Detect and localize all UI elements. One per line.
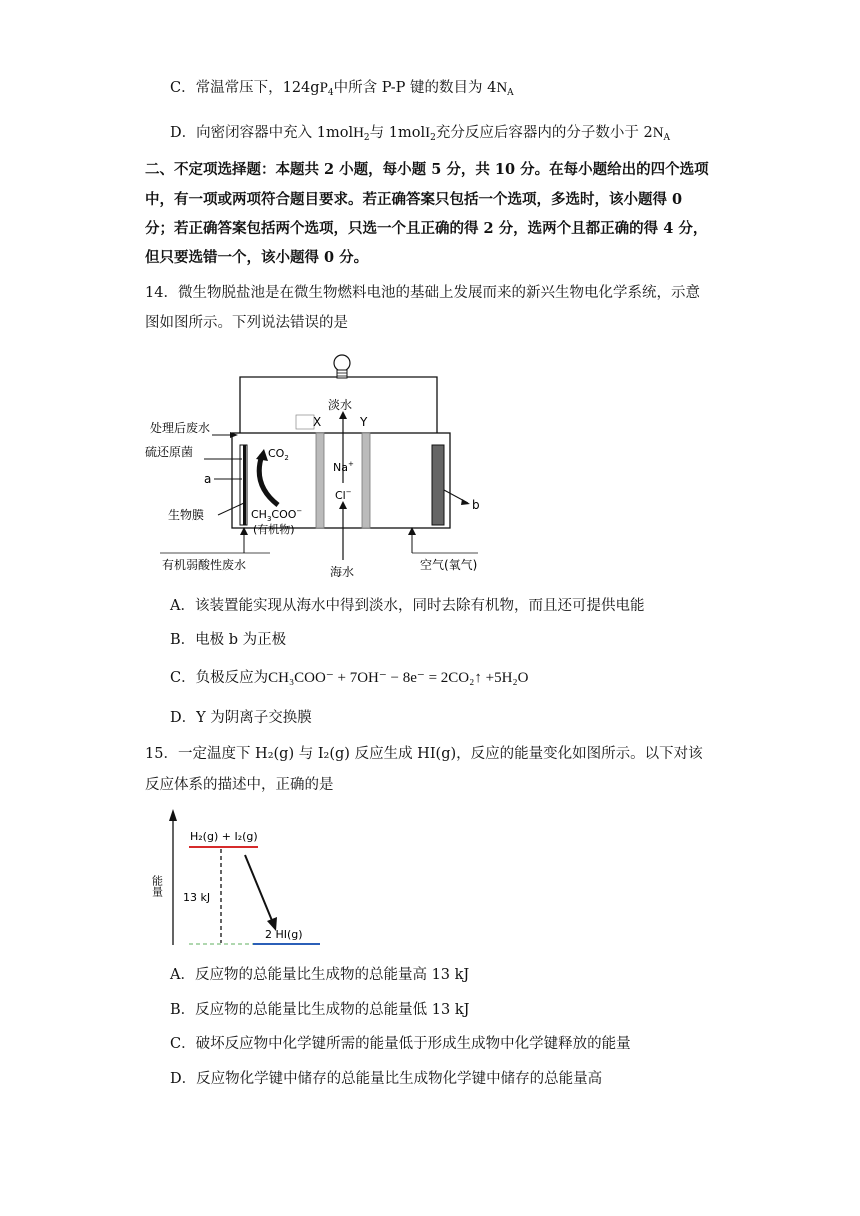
q14-option-b: B．电极 b 为正极 bbox=[170, 632, 287, 648]
y-label: Y bbox=[360, 415, 368, 429]
section2-line4: 但只要选错一个，该小题得 0 分。 bbox=[145, 249, 369, 266]
energy-axis-label: 能量 bbox=[150, 875, 164, 897]
waste-water-label: 有机弱酸性废水 bbox=[162, 558, 247, 572]
q13-option-d: D．向密闭容器中充入 1molH$_2$与 1molI$_2$充分反应后容器内的分子数小于 $2N_A$ bbox=[170, 125, 671, 143]
product-label: 2 HI(g) bbox=[265, 928, 303, 941]
acetate-label: $CH_3COO^-$ bbox=[251, 507, 303, 523]
desalination-cell-diagram bbox=[140, 345, 480, 580]
q15-option-d: D．反应物化学键中储存的总能量比生成物化学键中储存的总能量高 bbox=[170, 1071, 603, 1087]
co2-label: $CO_2$ bbox=[268, 447, 289, 462]
electrode-a-label: a bbox=[204, 472, 212, 486]
q14-option-a: A．该装置能实现从海水中得到淡水，同时去除有机物，而且还可提供电能 bbox=[170, 598, 645, 614]
treated-water-label: 处理后废水 bbox=[150, 421, 211, 435]
q15-option-b: B．反应物的总能量比生成物的总能量低 13 kJ bbox=[170, 1002, 470, 1018]
q15-option-a: A．反应物的总能量比生成物的总能量高 13 kJ bbox=[170, 967, 470, 983]
q14-option-c: C．负极反应为CH₃COO⁻ + 7OH⁻ − 8e⁻ = 2CO₂↑ +5H₂O bbox=[170, 670, 529, 686]
q14-stem-line2: 图如图所示。下列说法错误的是 bbox=[145, 315, 348, 331]
seawater-label: 海水 bbox=[330, 565, 355, 579]
section2-line3: 分；若正确答案包括两个选项，只选一个且正确的得 2 分，选两个且都正确的得 4 分， bbox=[145, 220, 708, 237]
light-bulb-icon bbox=[334, 355, 350, 378]
energy-diagram bbox=[150, 805, 335, 950]
organic-label: (有机物) bbox=[253, 523, 295, 536]
membrane-x bbox=[316, 433, 324, 528]
q14-stem-line1: 14．微生物脱盐池是在微生物燃料电池的基础上发展而来的新兴生物电化学系统，示意 bbox=[145, 285, 700, 301]
energy-difference-label: 13 kJ bbox=[183, 891, 211, 904]
q14-option-d: D．Y 为阴离子交换膜 bbox=[170, 710, 312, 726]
section2-line1: 二、不定项选择题：本题共 2 小题，每小题 5 分，共 10 分。在每小题给出的四个选项 bbox=[145, 161, 709, 178]
sodium-ion-label: Na+ bbox=[333, 460, 354, 474]
section2-line2: 中，有一项或两项符合题目要求。若正确答案只包括一个选项，多选时，该小题得 0 bbox=[145, 191, 683, 208]
q13-option-c: C．常温常压下，$124gP_4$中所含 P-P 键的数目为 $4N_A$ bbox=[170, 80, 514, 98]
electrode-b-label: b bbox=[472, 498, 480, 512]
biofilm-label: 生物膜 bbox=[168, 508, 205, 522]
chloride-ion-label: Cl− bbox=[335, 488, 352, 502]
fresh-water-label: 淡水 bbox=[328, 398, 353, 412]
air-label: 空气(氧气) bbox=[420, 558, 478, 572]
sulfur-reducing-bacteria-label: 硫还原菌 bbox=[145, 445, 194, 459]
reactant-label: H₂(g) + I₂(g) bbox=[190, 830, 258, 843]
membrane-y bbox=[362, 433, 370, 528]
x-label: X bbox=[313, 415, 322, 429]
q15-option-c: C．破坏反应物中化学键所需的能量低于形成生成物中化学键释放的能量 bbox=[170, 1036, 631, 1052]
q15-stem-line1: 15．一定温度下 H₂(g) 与 I₂(g) 反应生成 HI(g)，反应的能量变化如图所示。以下对该 bbox=[145, 746, 703, 762]
electrode-b bbox=[432, 445, 444, 525]
q15-stem-line2: 反应体系的描述中，正确的是 bbox=[145, 777, 334, 793]
